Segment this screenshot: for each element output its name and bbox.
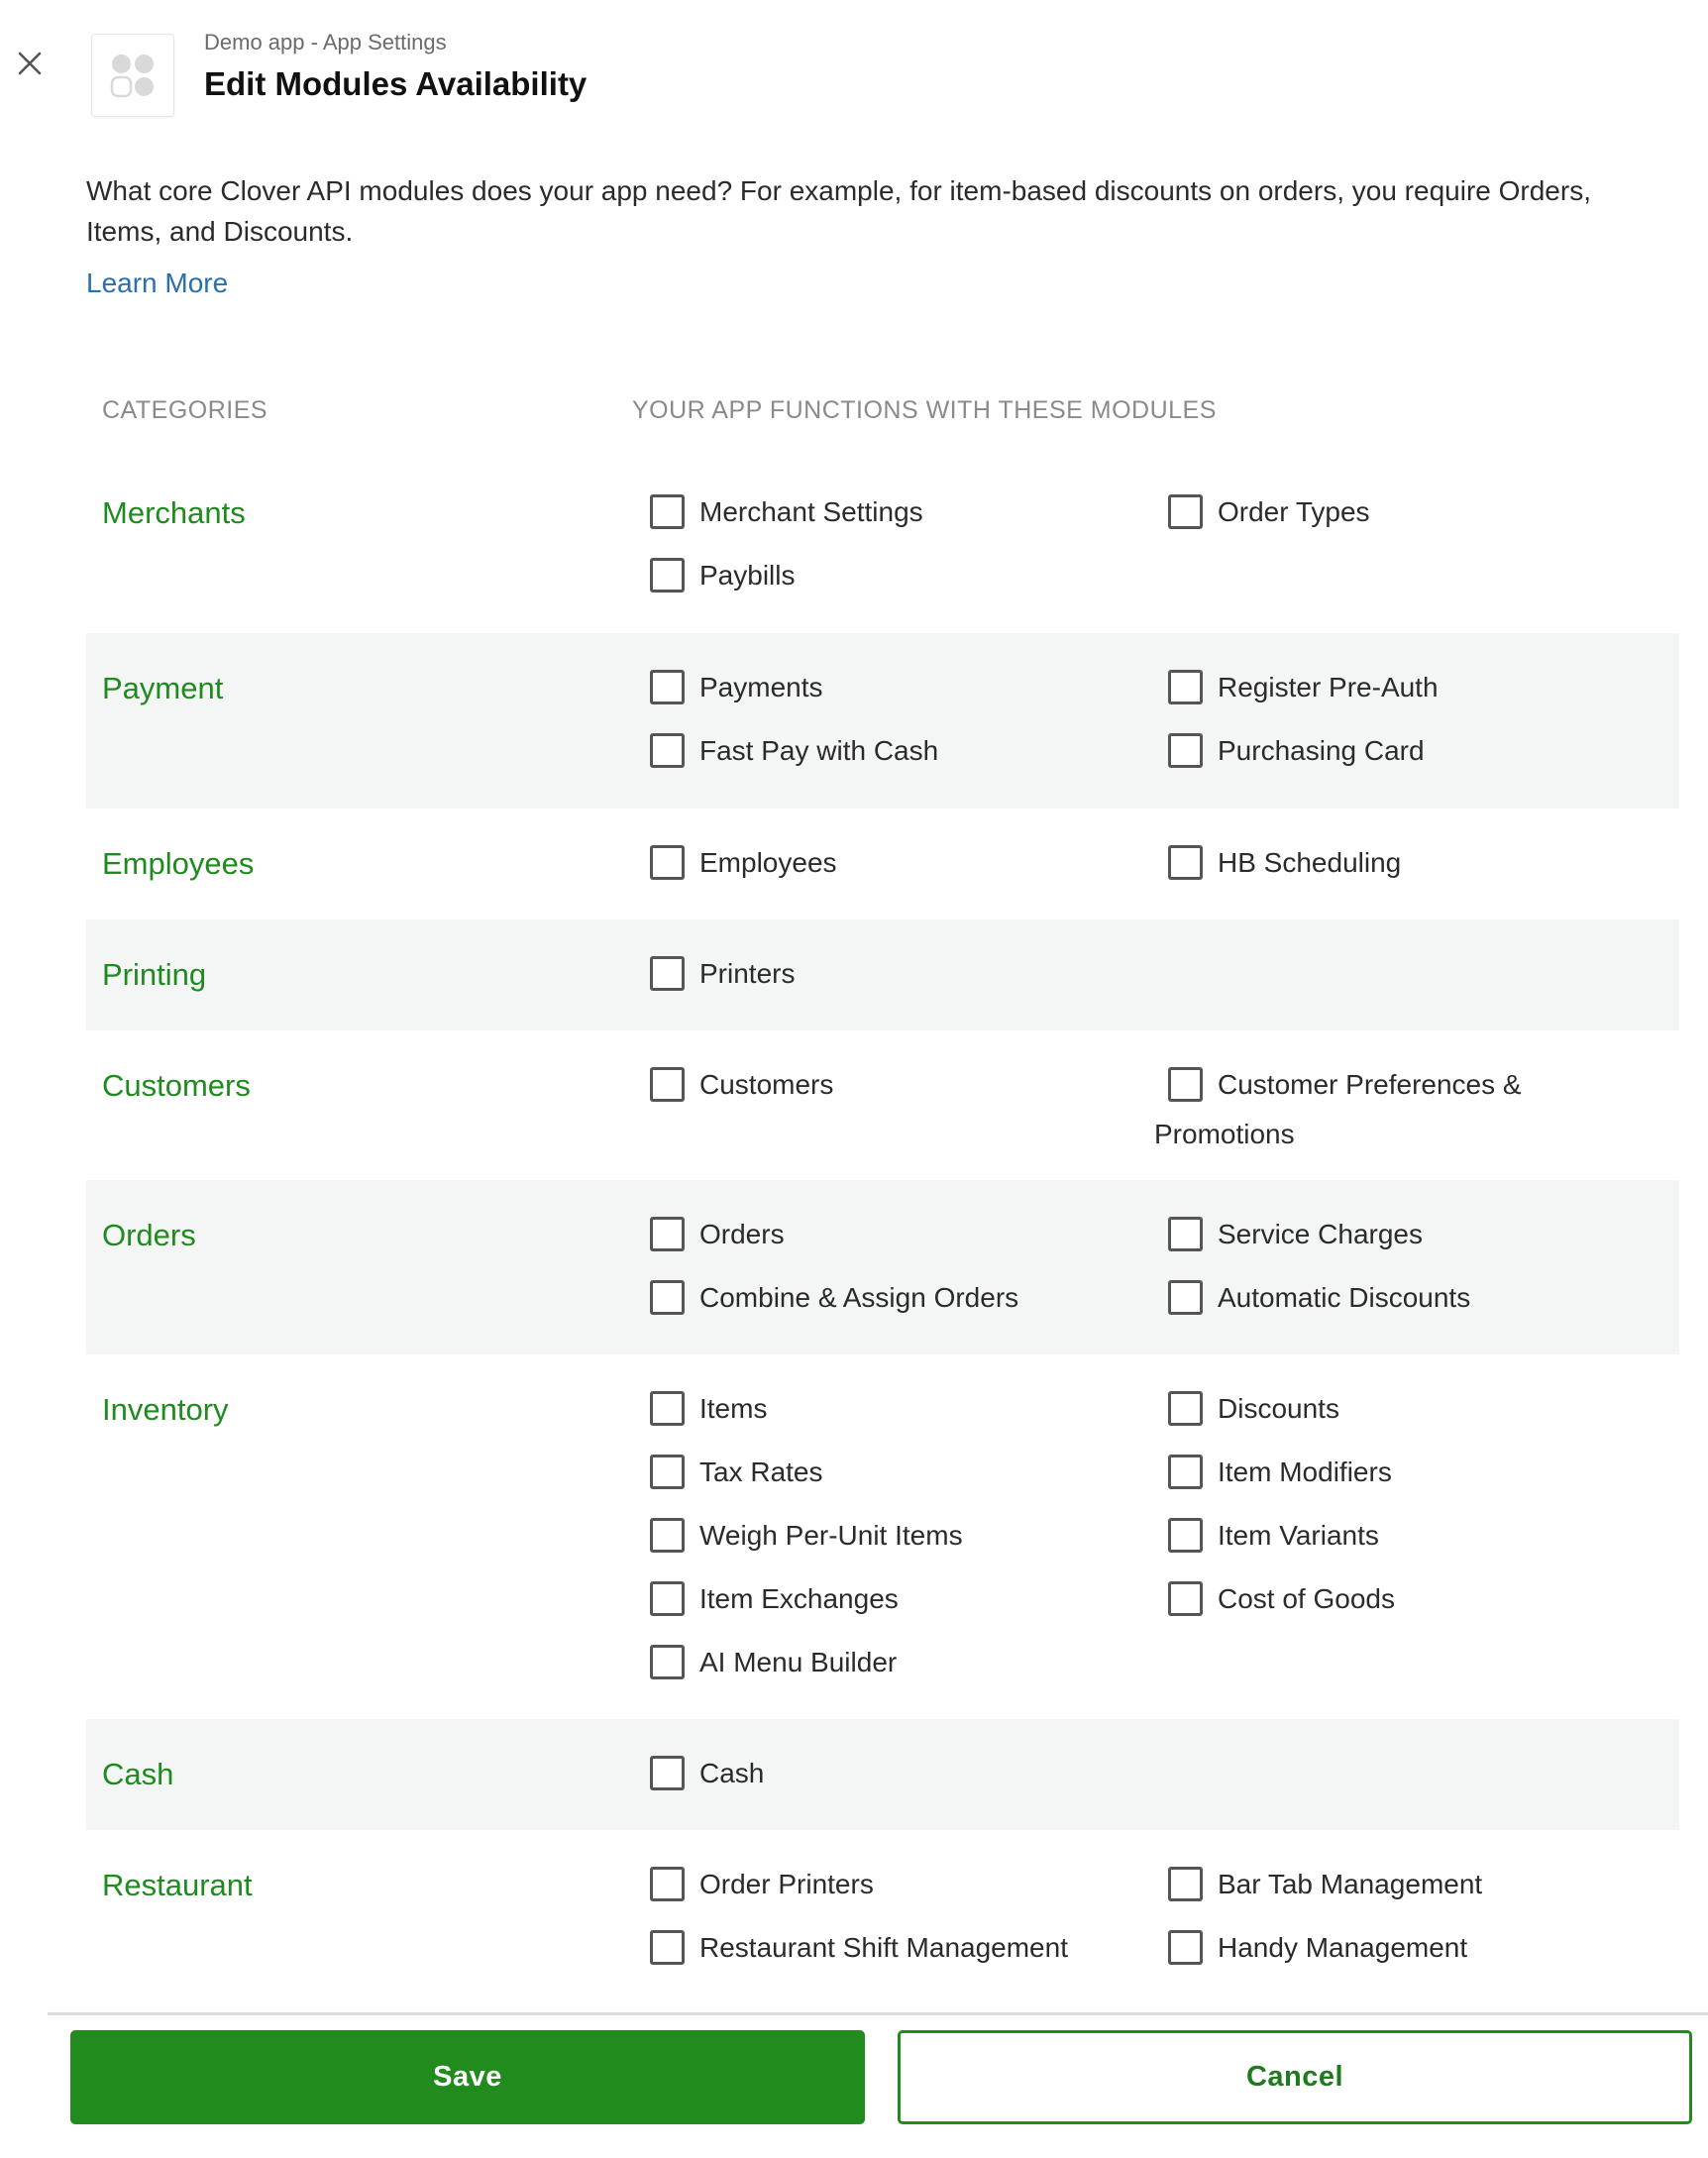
checkbox[interactable] xyxy=(650,1217,685,1251)
category-row-printing xyxy=(86,919,1679,1030)
checkbox[interactable] xyxy=(650,1645,685,1679)
checkbox[interactable] xyxy=(650,494,685,529)
module-discounts[interactable] xyxy=(1168,1391,1339,1426)
module-label: AI Menu Builder xyxy=(699,1646,898,1677)
module-order-types[interactable] xyxy=(1168,494,1370,529)
module-item-variants[interactable] xyxy=(1168,1518,1379,1553)
module-label: Weigh Per-Unit Items xyxy=(699,1519,963,1551)
module-order-printers[interactable] xyxy=(650,1867,874,1901)
module-employees[interactable] xyxy=(650,845,837,880)
module-combine-assign-orders[interactable] xyxy=(650,1280,1018,1315)
category-row-orders xyxy=(86,1180,1679,1354)
category-row-restaurant xyxy=(86,1830,1679,2008)
module-label: Paybills xyxy=(699,559,796,591)
breadcrumb: Demo app - App Settings xyxy=(204,30,447,54)
save-button[interactable]: Save xyxy=(70,2030,865,2124)
module-ai-menu-builder[interactable] xyxy=(650,1645,897,1679)
module-handy-management[interactable] xyxy=(1168,1930,1467,1965)
module-label: Orders xyxy=(699,1218,785,1249)
module-label: Discounts xyxy=(1218,1392,1339,1424)
module-service-charges[interactable] xyxy=(1168,1217,1423,1251)
module-label: Register Pre-Auth xyxy=(1218,671,1439,702)
category-name: Printing xyxy=(102,957,207,992)
module-label: Order Types xyxy=(1218,495,1370,527)
module-item-modifiers[interactable] xyxy=(1168,1455,1392,1489)
module-label: Handy Management xyxy=(1218,1931,1468,1963)
checkbox[interactable] xyxy=(650,670,685,704)
checkbox[interactable] xyxy=(1168,1581,1203,1616)
module-fast-pay-with-cash[interactable] xyxy=(650,733,938,768)
module-label: Items xyxy=(699,1392,768,1424)
module-label: Automatic Discounts xyxy=(1218,1281,1471,1313)
categories-column-header: CATEGORIES xyxy=(102,396,268,424)
module-customer-preferences[interactable] xyxy=(1168,1067,1522,1102)
module-tax-rates[interactable] xyxy=(650,1455,823,1489)
checkbox[interactable] xyxy=(650,558,685,593)
module-label: Bar Tab Management xyxy=(1218,1868,1483,1899)
intro-text: What core Clover API modules does your app need? For example, for item-based discounts on orders, you require Orders, Items, and Discounts. xyxy=(86,175,1591,247)
category-name: Cash xyxy=(102,1757,174,1791)
checkbox[interactable] xyxy=(650,1581,685,1616)
module-purchasing-card[interactable] xyxy=(1168,733,1425,768)
checkbox[interactable] xyxy=(1168,1867,1203,1901)
module-label: Cost of Goods xyxy=(1218,1582,1395,1614)
category-name: Customers xyxy=(102,1068,251,1103)
module-label: Combine & Assign Orders xyxy=(699,1281,1019,1313)
module-item-exchanges[interactable] xyxy=(650,1581,899,1616)
checkbox[interactable] xyxy=(650,1867,685,1901)
module-payments[interactable] xyxy=(650,670,823,704)
checkbox[interactable] xyxy=(650,956,685,991)
module-label: Customers xyxy=(699,1068,834,1100)
module-restaurant-shift-management[interactable] xyxy=(650,1930,1068,1965)
module-label: Service Charges xyxy=(1218,1218,1423,1249)
module-cash[interactable] xyxy=(650,1756,764,1790)
module-label: Payments xyxy=(699,671,823,702)
checkbox[interactable] xyxy=(650,1518,685,1553)
module-cost-of-goods[interactable] xyxy=(1168,1581,1395,1616)
module-automatic-discounts[interactable] xyxy=(1168,1280,1470,1315)
checkbox[interactable] xyxy=(1168,670,1203,704)
app-logo xyxy=(91,34,174,117)
category-name: Inventory xyxy=(102,1392,229,1427)
module-label: Fast Pay with Cash xyxy=(699,734,939,766)
module-label: Purchasing Card xyxy=(1218,734,1425,766)
checkbox[interactable] xyxy=(1168,733,1203,768)
module-label: Employees xyxy=(699,846,837,878)
checkbox[interactable] xyxy=(650,1067,685,1102)
footer-divider xyxy=(48,2012,1708,2015)
module-register-pre-auth[interactable] xyxy=(1168,670,1439,704)
module-label: Item Modifiers xyxy=(1218,1456,1392,1487)
category-name: Orders xyxy=(102,1218,196,1252)
learn-more-link[interactable]: Learn More xyxy=(86,268,229,298)
category-name: Restaurant xyxy=(102,1868,253,1902)
checkbox[interactable] xyxy=(1168,1280,1203,1315)
module-printers[interactable] xyxy=(650,956,795,991)
module-merchant-settings[interactable] xyxy=(650,494,923,529)
checkbox[interactable] xyxy=(1168,494,1203,529)
module-label: Customer Preferences & xyxy=(1218,1068,1522,1100)
module-label: Order Printers xyxy=(699,1868,874,1899)
category-row-inventory xyxy=(86,1354,1679,1719)
module-weigh-per-unit-items[interactable] xyxy=(650,1518,963,1553)
module-orders[interactable] xyxy=(650,1217,785,1251)
checkbox[interactable] xyxy=(1168,1518,1203,1553)
page-title: Edit Modules Availability xyxy=(204,65,587,102)
category-row-employees xyxy=(86,809,1679,919)
checkbox[interactable] xyxy=(1168,845,1203,880)
module-customers[interactable] xyxy=(650,1067,833,1102)
checkbox[interactable] xyxy=(650,733,685,768)
cancel-button[interactable]: Cancel xyxy=(898,2030,1692,2124)
module-label: Restaurant Shift Management xyxy=(699,1931,1068,1963)
category-name: Employees xyxy=(102,846,255,881)
category-row-customers xyxy=(86,1030,1679,1180)
checkbox[interactable] xyxy=(1168,1391,1203,1426)
checkbox[interactable] xyxy=(650,1280,685,1315)
module-label: Item Exchanges xyxy=(699,1582,899,1614)
module-label: Tax Rates xyxy=(699,1456,823,1487)
close-icon[interactable] xyxy=(17,51,43,76)
module-label: Printers xyxy=(699,957,796,989)
category-row-merchants xyxy=(86,474,1679,633)
checkbox[interactable] xyxy=(1168,1217,1203,1251)
category-name: Payment xyxy=(102,671,224,705)
modules-column-header: YOUR APP FUNCTIONS WITH THESE MODULES xyxy=(632,396,1217,424)
module-hb-scheduling[interactable] xyxy=(1168,845,1401,880)
checkbox[interactable] xyxy=(1168,1930,1203,1965)
category-name: Merchants xyxy=(102,495,246,530)
module-label: HB Scheduling xyxy=(1218,846,1402,878)
close-button[interactable] xyxy=(14,48,46,79)
module-items[interactable] xyxy=(650,1391,767,1426)
module-bar-tab-management[interactable] xyxy=(1168,1867,1482,1901)
module-label: Merchant Settings xyxy=(699,495,923,527)
checkbox[interactable] xyxy=(650,1455,685,1489)
module-label: Item Variants xyxy=(1218,1519,1379,1551)
checkbox[interactable] xyxy=(650,1930,685,1965)
checkbox[interactable] xyxy=(1168,1067,1203,1102)
clover-logo-icon xyxy=(110,53,156,98)
checkbox[interactable] xyxy=(650,1756,685,1790)
checkbox[interactable] xyxy=(1168,1455,1203,1489)
category-row-cash xyxy=(86,1719,1679,1830)
checkbox[interactable] xyxy=(650,845,685,880)
checkbox[interactable] xyxy=(650,1391,685,1426)
module-label-continued: Promotions xyxy=(1154,1119,1295,1149)
module-paybills[interactable] xyxy=(650,558,795,593)
module-label: Cash xyxy=(699,1757,765,1788)
category-row-payment xyxy=(86,633,1679,809)
